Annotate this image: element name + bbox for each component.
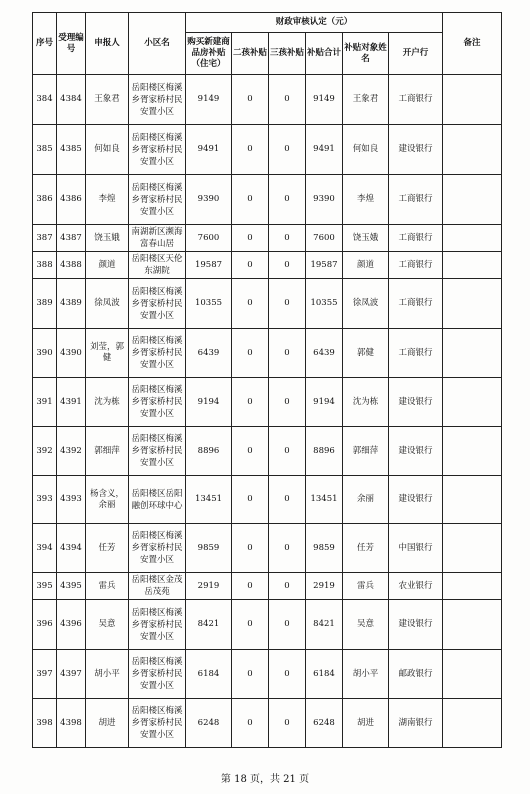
subsidy-total-cell: 2919 xyxy=(306,573,343,600)
seq-cell: 397 xyxy=(33,650,57,699)
community-cell: 岳阳楼区梅溪乡胥家桥村民安置小区 xyxy=(129,378,186,427)
accept-no-cell: 4384 xyxy=(57,75,86,125)
seq-cell: 384 xyxy=(33,75,57,125)
house-subsidy-cell: 9390 xyxy=(186,175,232,225)
third-child-cell: 0 xyxy=(269,225,306,252)
subsidy-total-cell: 9491 xyxy=(306,125,343,175)
community-cell: 岳阳楼区梅溪乡胥家桥村民安置小区 xyxy=(129,650,186,699)
bank-cell: 建设银行 xyxy=(389,125,443,175)
recipient-cell: 雷兵 xyxy=(343,573,389,600)
house-subsidy-cell: 13451 xyxy=(186,476,232,524)
subsidy-total-cell: 9859 xyxy=(306,524,343,573)
header-bank: 开户行 xyxy=(389,33,443,75)
remark-cell xyxy=(443,476,502,524)
bank-cell: 工商银行 xyxy=(389,75,443,125)
seq-cell: 385 xyxy=(33,125,57,175)
applicant-cell: 何如良 xyxy=(86,125,129,175)
bank-cell: 工商银行 xyxy=(389,329,443,378)
community-cell: 岳阳楼区梅溪乡胥家桥村民安置小区 xyxy=(129,75,186,125)
remark-cell xyxy=(443,279,502,329)
accept-no-cell: 4390 xyxy=(57,329,86,378)
bank-cell: 建设银行 xyxy=(389,600,443,650)
house-subsidy-cell: 9194 xyxy=(186,378,232,427)
accept-no-cell: 4395 xyxy=(57,573,86,600)
third-child-cell: 0 xyxy=(269,75,306,125)
accept-no-cell: 4388 xyxy=(57,252,86,279)
applicant-cell: 吴意 xyxy=(86,600,129,650)
bank-cell: 中国银行 xyxy=(389,524,443,573)
table-row xyxy=(33,378,502,427)
subsidy-total-cell: 9149 xyxy=(306,75,343,125)
recipient-cell: 颜道 xyxy=(343,252,389,279)
subsidy-total-cell: 6248 xyxy=(306,699,343,748)
seq-cell: 391 xyxy=(33,378,57,427)
recipient-cell: 吴意 xyxy=(343,600,389,650)
subsidy-total-cell: 13451 xyxy=(306,476,343,524)
seq-cell: 393 xyxy=(33,476,57,524)
second-child-cell: 0 xyxy=(232,600,269,650)
seq-cell: 395 xyxy=(33,573,57,600)
second-child-cell: 0 xyxy=(232,650,269,699)
accept-no-cell: 4387 xyxy=(57,225,86,252)
accept-no-cell: 4398 xyxy=(57,699,86,748)
table-row xyxy=(33,125,502,175)
recipient-cell: 余丽 xyxy=(343,476,389,524)
recipient-cell: 徐凤波 xyxy=(343,279,389,329)
accept-no-cell: 4397 xyxy=(57,650,86,699)
bank-cell: 农业银行 xyxy=(389,573,443,600)
remark-cell xyxy=(443,225,502,252)
third-child-cell: 0 xyxy=(269,252,306,279)
third-child-cell: 0 xyxy=(269,573,306,600)
subsidy-table xyxy=(32,12,502,748)
community-cell: 岳阳楼区梅溪乡胥家桥村民安置小区 xyxy=(129,699,186,748)
third-child-cell: 0 xyxy=(269,427,306,476)
third-child-cell: 0 xyxy=(269,699,306,748)
accept-no-cell: 4392 xyxy=(57,427,86,476)
page-footer: 第 18 页，共 21 页 xyxy=(220,774,310,785)
remark-cell xyxy=(443,650,502,699)
third-child-cell: 0 xyxy=(269,600,306,650)
bank-cell: 工商银行 xyxy=(389,279,443,329)
applicant-cell: 任芳 xyxy=(86,524,129,573)
third-child-cell: 0 xyxy=(269,279,306,329)
third-child-cell: 0 xyxy=(269,378,306,427)
subsidy-total-cell: 19587 xyxy=(306,252,343,279)
remark-cell xyxy=(443,524,502,573)
second-child-cell: 0 xyxy=(232,329,269,378)
second-child-cell: 0 xyxy=(232,252,269,279)
recipient-cell: 何如良 xyxy=(343,125,389,175)
bank-cell: 工商银行 xyxy=(389,175,443,225)
table-row xyxy=(33,427,502,476)
recipient-cell: 饶玉娥 xyxy=(343,225,389,252)
house-subsidy-cell: 6248 xyxy=(186,699,232,748)
second-child-cell: 0 xyxy=(232,573,269,600)
bank-cell: 工商银行 xyxy=(389,252,443,279)
second-child-cell: 0 xyxy=(232,476,269,524)
subsidy-total-cell: 9194 xyxy=(306,378,343,427)
applicant-cell: 李煌 xyxy=(86,175,129,225)
applicant-cell: 颜道 xyxy=(86,252,129,279)
remark-cell xyxy=(443,252,502,279)
remark-cell xyxy=(443,600,502,650)
seq-cell: 386 xyxy=(33,175,57,225)
bank-cell: 建设银行 xyxy=(389,427,443,476)
house-subsidy-cell: 7600 xyxy=(186,225,232,252)
accept-no-cell: 4389 xyxy=(57,279,86,329)
community-cell: 南湖新区濒海富春山居 xyxy=(129,225,186,252)
applicant-cell: 饶玉娥 xyxy=(86,225,129,252)
third-child-cell: 0 xyxy=(269,175,306,225)
remark-cell xyxy=(443,329,502,378)
bank-cell: 工商银行 xyxy=(389,225,443,252)
header-community: 小区名 xyxy=(129,13,186,75)
accept-no-cell: 4394 xyxy=(57,524,86,573)
table-row xyxy=(33,175,502,225)
table-row xyxy=(33,600,502,650)
seq-cell: 394 xyxy=(33,524,57,573)
community-cell: 岳阳楼区岳阳融创环球中心 xyxy=(129,476,186,524)
second-child-cell: 0 xyxy=(232,427,269,476)
community-cell: 岳阳楼区梅溪乡胥家桥村民安置小区 xyxy=(129,524,186,573)
subsidy-total-cell: 9390 xyxy=(306,175,343,225)
second-child-cell: 0 xyxy=(232,125,269,175)
bank-cell: 建设银行 xyxy=(389,476,443,524)
house-subsidy-cell: 9859 xyxy=(186,524,232,573)
seq-cell: 396 xyxy=(33,600,57,650)
third-child-cell: 0 xyxy=(269,650,306,699)
house-subsidy-cell: 6439 xyxy=(186,329,232,378)
community-cell: 岳阳楼区天伦东湖院 xyxy=(129,252,186,279)
house-subsidy-cell: 8896 xyxy=(186,427,232,476)
house-subsidy-cell: 6184 xyxy=(186,650,232,699)
community-cell: 岳阳楼区梅溪乡胥家桥村民安置小区 xyxy=(129,125,186,175)
second-child-cell: 0 xyxy=(232,75,269,125)
subsidy-total-cell: 8421 xyxy=(306,600,343,650)
applicant-cell: 杨含义，余丽 xyxy=(86,476,129,524)
house-subsidy-cell: 9149 xyxy=(186,75,232,125)
table-row xyxy=(33,699,502,748)
recipient-cell: 李煌 xyxy=(343,175,389,225)
second-child-cell: 0 xyxy=(232,279,269,329)
house-subsidy-cell: 19587 xyxy=(186,252,232,279)
table-row xyxy=(33,524,502,573)
subsidy-total-cell: 10355 xyxy=(306,279,343,329)
seq-cell: 392 xyxy=(33,427,57,476)
table-row xyxy=(33,329,502,378)
header-subsidy-total: 补贴合计 xyxy=(306,33,343,75)
table-row xyxy=(33,573,502,600)
third-child-cell: 0 xyxy=(269,524,306,573)
remark-cell xyxy=(443,75,502,125)
community-cell: 岳阳楼区梅溪乡胥家桥村民安置小区 xyxy=(129,175,186,225)
header-remarks: 备注 xyxy=(443,13,502,75)
header-accept-no: 受理编号 xyxy=(57,13,86,75)
second-child-cell: 0 xyxy=(232,524,269,573)
applicant-cell: 刘莹，郭健 xyxy=(86,329,129,378)
recipient-cell: 胡小平 xyxy=(343,650,389,699)
community-cell: 岳阳楼区梅溪乡胥家桥村民安置小区 xyxy=(129,427,186,476)
header-seq: 序号 xyxy=(33,13,57,75)
community-cell: 岳阳楼区金茂岳茂苑 xyxy=(129,573,186,600)
seq-cell: 390 xyxy=(33,329,57,378)
subsidy-total-cell: 7600 xyxy=(306,225,343,252)
subsidy-total-cell: 6439 xyxy=(306,329,343,378)
accept-no-cell: 4391 xyxy=(57,378,86,427)
community-cell: 岳阳楼区梅溪乡胥家桥村民安置小区 xyxy=(129,329,186,378)
recipient-cell: 郭细萍 xyxy=(343,427,389,476)
accept-no-cell: 4386 xyxy=(57,175,86,225)
second-child-cell: 0 xyxy=(232,699,269,748)
applicant-cell: 郭细萍 xyxy=(86,427,129,476)
seq-cell: 389 xyxy=(33,279,57,329)
table-row xyxy=(33,75,502,125)
house-subsidy-cell: 2919 xyxy=(186,573,232,600)
community-cell: 岳阳楼区梅溪乡胥家桥村民安置小区 xyxy=(129,279,186,329)
applicant-cell: 胡小平 xyxy=(86,650,129,699)
bank-cell: 湖南银行 xyxy=(389,699,443,748)
header-recipient: 补贴对象姓名 xyxy=(343,33,389,75)
community-cell: 岳阳楼区梅溪乡胥家桥村民安置小区 xyxy=(129,600,186,650)
header-second-child: 二孩补贴 xyxy=(232,33,269,75)
remark-cell xyxy=(443,175,502,225)
remark-cell xyxy=(443,378,502,427)
table-row xyxy=(33,476,502,524)
recipient-cell: 任芳 xyxy=(343,524,389,573)
recipient-cell: 王象君 xyxy=(343,75,389,125)
accept-no-cell: 4396 xyxy=(57,600,86,650)
house-subsidy-cell: 9491 xyxy=(186,125,232,175)
third-child-cell: 0 xyxy=(269,125,306,175)
seq-cell: 387 xyxy=(33,225,57,252)
bank-cell: 建设银行 xyxy=(389,378,443,427)
table-row xyxy=(33,225,502,252)
seq-cell: 388 xyxy=(33,252,57,279)
second-child-cell: 0 xyxy=(232,378,269,427)
accept-no-cell: 4393 xyxy=(57,476,86,524)
header-house-subsidy: 购买新建商品房补贴（住宅） xyxy=(186,33,232,75)
applicant-cell: 王象君 xyxy=(86,75,129,125)
second-child-cell: 0 xyxy=(232,225,269,252)
house-subsidy-cell: 8421 xyxy=(186,600,232,650)
header-applicant: 申报人 xyxy=(86,13,129,75)
applicant-cell: 胡进 xyxy=(86,699,129,748)
remark-cell xyxy=(443,125,502,175)
table-row xyxy=(33,252,502,279)
header-third-child: 三孩补贴 xyxy=(269,33,306,75)
recipient-cell: 沈为栋 xyxy=(343,378,389,427)
remark-cell xyxy=(443,699,502,748)
remark-cell xyxy=(443,427,502,476)
applicant-cell: 雷兵 xyxy=(86,573,129,600)
third-child-cell: 0 xyxy=(269,329,306,378)
recipient-cell: 郭健 xyxy=(343,329,389,378)
seq-cell: 398 xyxy=(33,699,57,748)
table-row xyxy=(33,279,502,329)
recipient-cell: 胡进 xyxy=(343,699,389,748)
subsidy-total-cell: 6184 xyxy=(306,650,343,699)
house-subsidy-cell: 10355 xyxy=(186,279,232,329)
third-child-cell: 0 xyxy=(269,476,306,524)
accept-no-cell: 4385 xyxy=(57,125,86,175)
table-row xyxy=(33,650,502,699)
applicant-cell: 沈为栋 xyxy=(86,378,129,427)
subsidy-total-cell: 8896 xyxy=(306,427,343,476)
second-child-cell: 0 xyxy=(232,175,269,225)
header-finance-group: 财政审核认定（元） xyxy=(186,13,443,33)
applicant-cell: 徐凤波 xyxy=(86,279,129,329)
remark-cell xyxy=(443,573,502,600)
bank-cell: 邮政银行 xyxy=(389,650,443,699)
